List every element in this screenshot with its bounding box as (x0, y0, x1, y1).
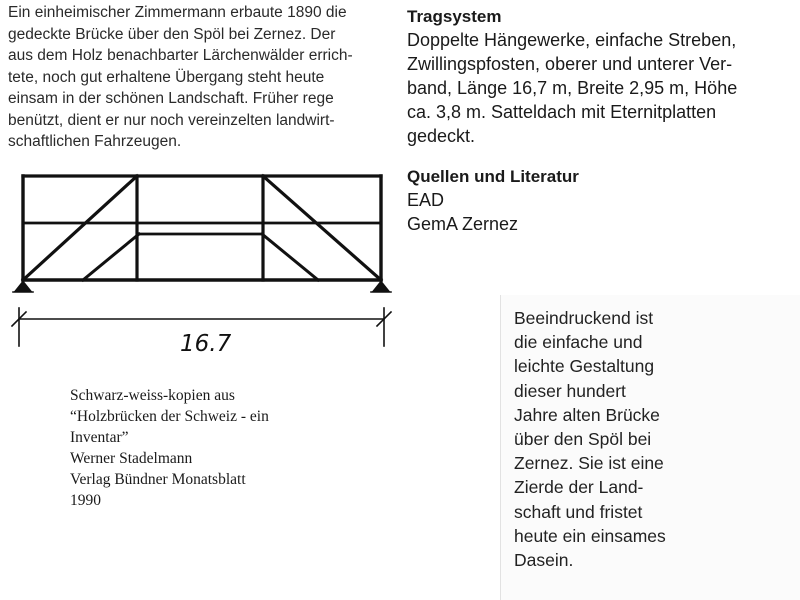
support-left (15, 281, 31, 291)
caption-line: Inventar” (70, 429, 129, 446)
quote-text (514, 306, 794, 572)
tragsystem-line: Zwillingspfosten, oberer und unterer Ver- (407, 54, 733, 74)
truss-strut (262, 234, 318, 280)
tragsystem-heading: Tragsystem (407, 7, 502, 26)
intro-paragraph (8, 2, 393, 153)
right-column (407, 6, 799, 236)
intro-line: benützt, dient er nur noch vereinzelten landwirt- (8, 111, 335, 129)
quellen-line: EAD (407, 190, 445, 210)
tragsystem-line: band, Länge 16,7 m, Breite 2,95 m, Höhe (407, 78, 738, 98)
quellen-section (407, 166, 799, 236)
truss-strut (83, 234, 139, 280)
tragsystem-section (407, 6, 799, 148)
intro-line: schaftlichen Fahrzeugen. (8, 133, 182, 150)
intro-line: einsam in der schönen Landschaft. Früher rege (8, 90, 334, 107)
quote-line: dieser hundert (514, 380, 626, 401)
intro-line: Ein einheimischer Zimmermann erbaute 1890 die (8, 4, 347, 21)
quote-line: über den Spöl bei (514, 429, 652, 450)
quellen-text (407, 188, 799, 236)
caption-line: “Holzbrücken der Schweiz - ein (70, 408, 269, 425)
truss-diagonal (263, 176, 381, 280)
intro-line: tete, noch gut erhaltene Übergang steht heute (8, 68, 325, 86)
bridge-truss-drawing (0, 168, 400, 364)
truss-diagonal (23, 176, 137, 280)
quote-line: die einfache und (514, 332, 643, 353)
caption-line: 1990 (70, 492, 101, 509)
caption-line: Werner Stadelmann (70, 450, 193, 467)
support-right (373, 281, 389, 291)
intro-line: aus dem Holz benachbarter Lärchenwälder errich- (8, 47, 353, 64)
quote-line: leichte Gestaltung (514, 356, 655, 377)
quellen-line: GemA Zernez (407, 214, 519, 234)
quote-line: Dasein. (514, 550, 574, 571)
tragsystem-line: ca. 3,8 m. Satteldach mit Eternitplatten (407, 102, 717, 122)
intro-line: gedeckte Brücke über den Spöl bei Zernez. Der (8, 25, 336, 43)
source-caption (70, 385, 340, 511)
tragsystem-line: gedeckt. (407, 126, 476, 146)
dimension-label: 16.7 (180, 331, 232, 357)
caption-line: Schwarz-weiss-kopien aus (70, 387, 235, 404)
quellen-heading: Quellen und Literatur (407, 167, 579, 186)
quote-line: Zernez. Sie ist eine (514, 453, 664, 474)
quote-line: Zierde der Land- (514, 477, 644, 498)
tragsystem-line: Doppelte Hängewerke, einfache Streben, (407, 30, 737, 50)
caption-line: Verlag Bündner Monatsblatt (70, 471, 246, 488)
quote-line: Jahre alten Brücke (514, 404, 660, 425)
quote-line: Beeindruckend ist (514, 308, 654, 328)
quote-line: schaft und fristet (514, 501, 643, 522)
quote-line: heute ein einsames (514, 525, 666, 546)
tragsystem-text (407, 28, 799, 148)
